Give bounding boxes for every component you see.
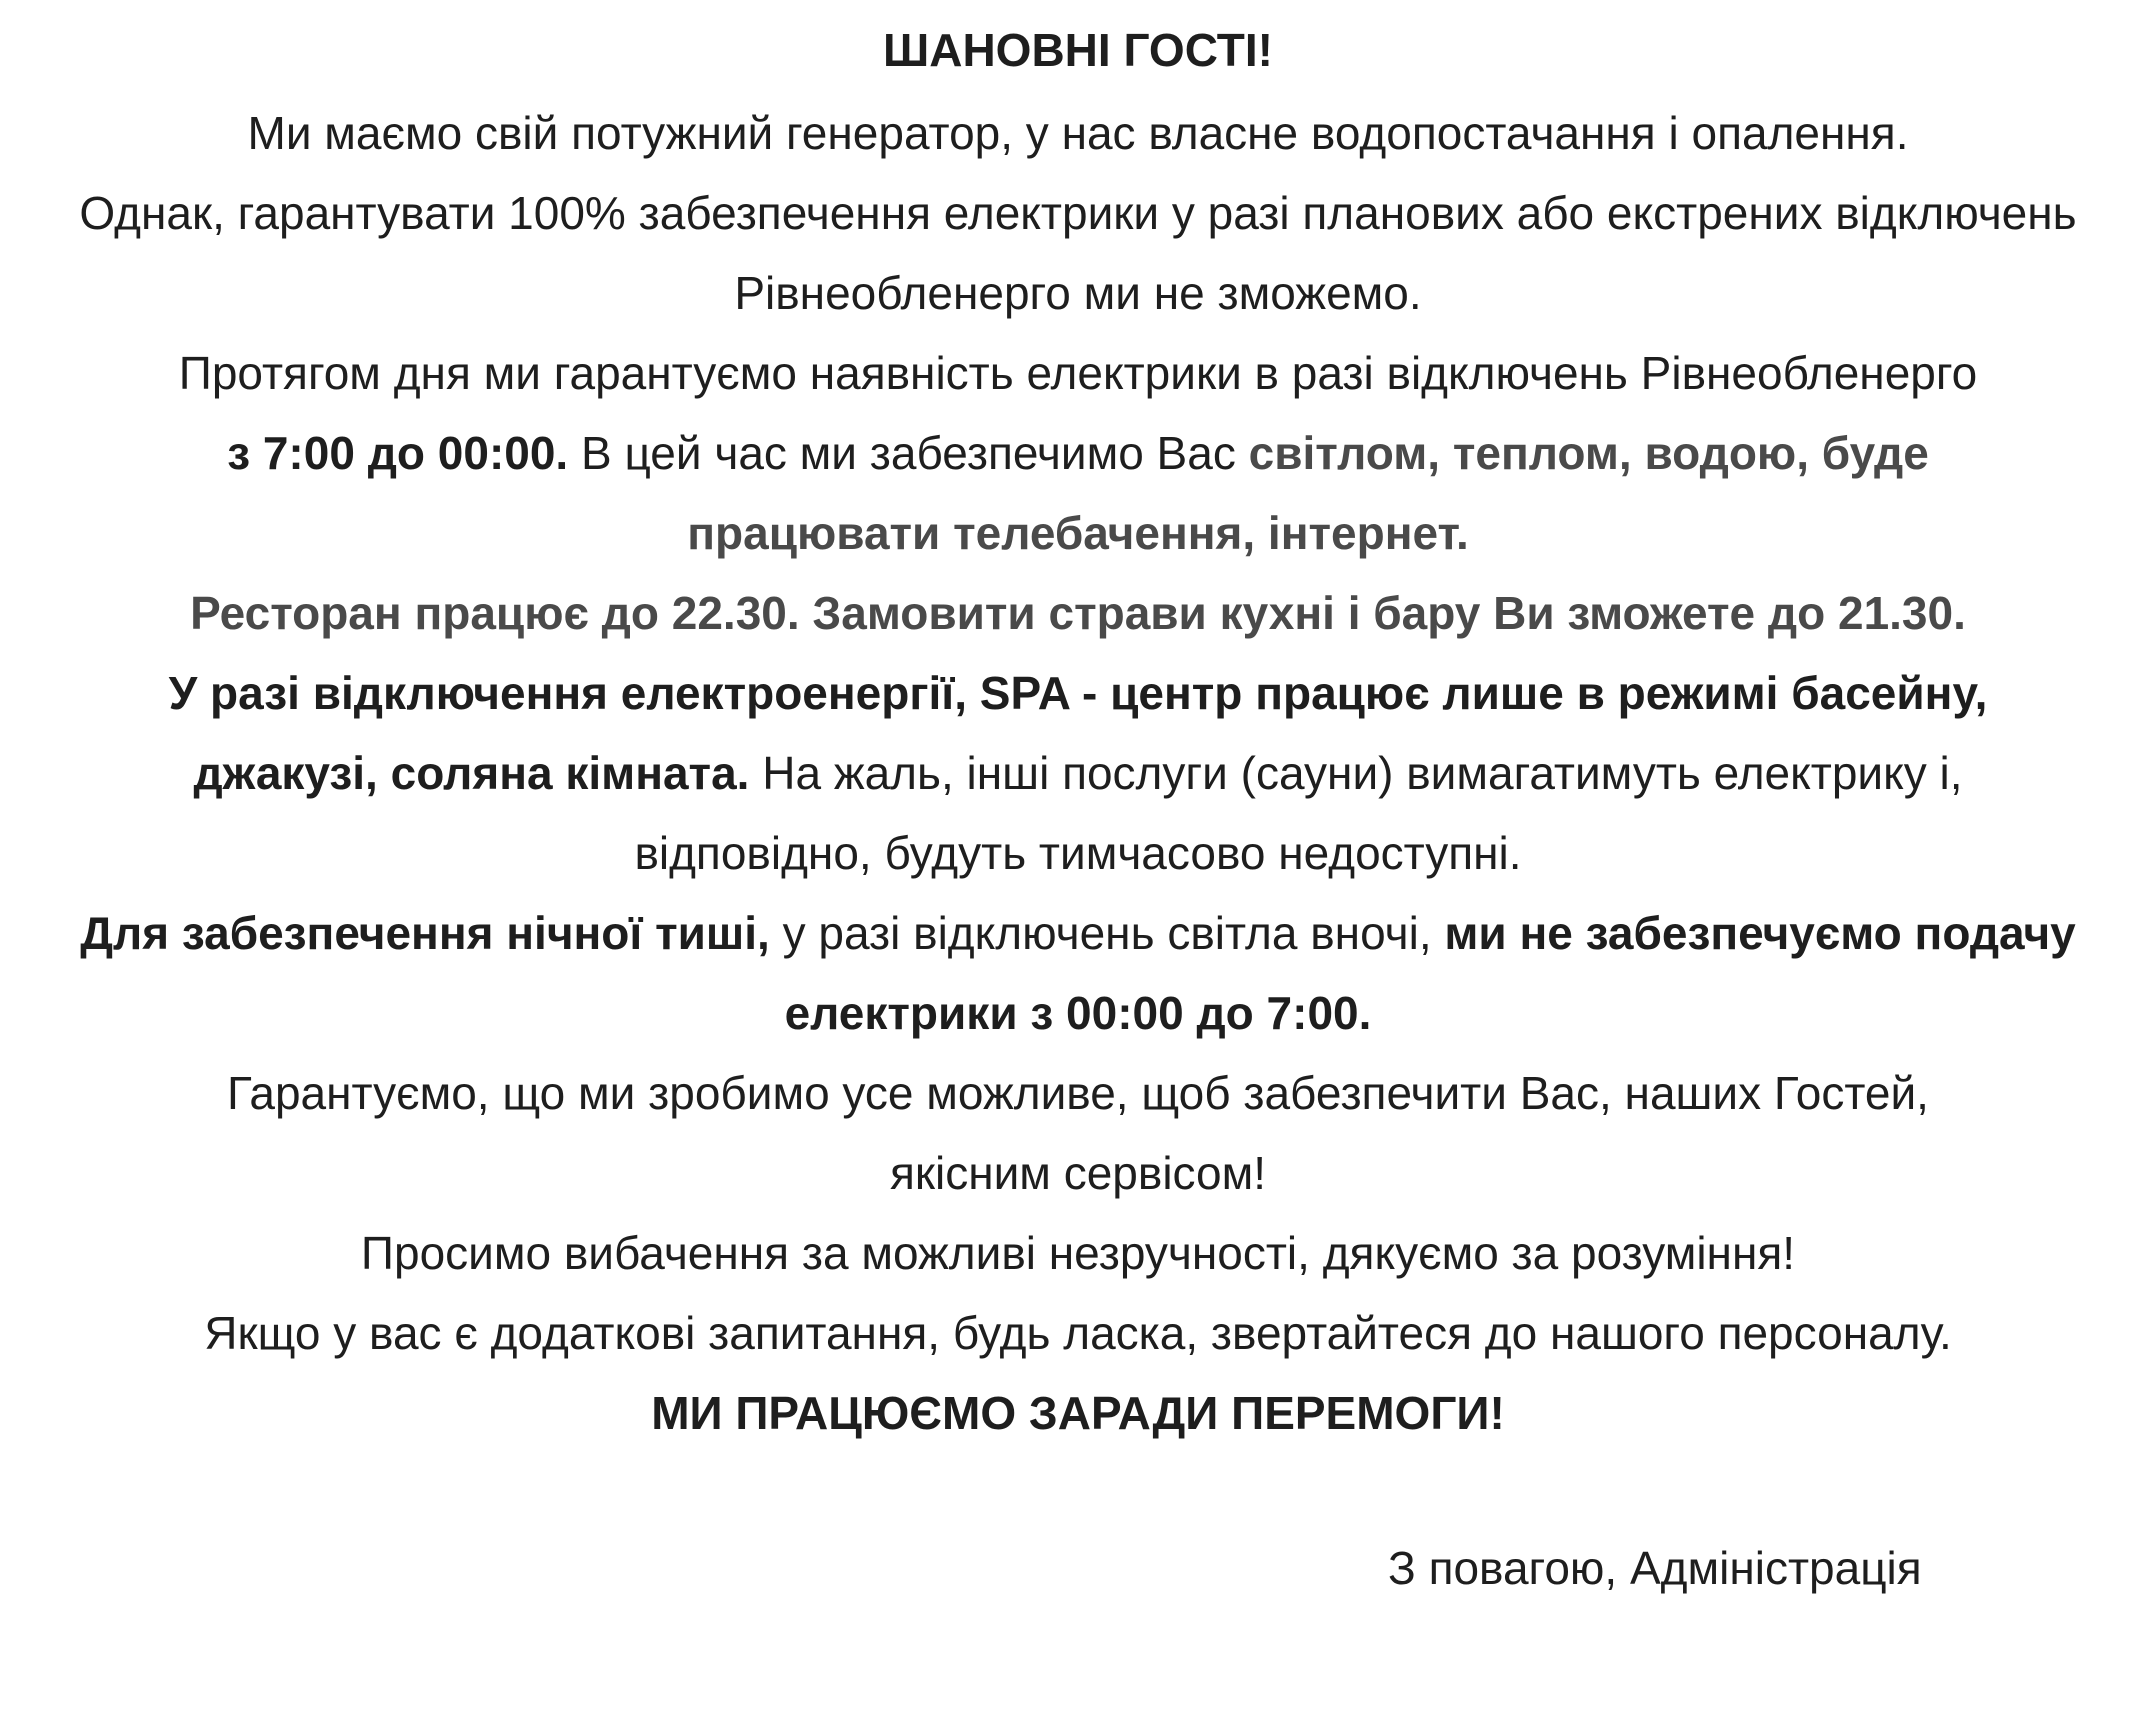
daytime-power-line-2 xyxy=(0,423,2156,483)
restaurant-hours: Ресторан працює до 22.30. Замовити страви кухні і бару Ви зможете до 21.30. xyxy=(190,587,1966,639)
apology-line: Просимо вибачення за можливі незручності, дякуємо за розуміння! xyxy=(360,1227,1796,1279)
night-no-power: ми не забезпечуємо подачу xyxy=(1444,907,2076,959)
night-quiet-label: Для забезпечення нічної тиші, xyxy=(80,907,770,959)
daytime-services-1: світлом, теплом, водою, буде xyxy=(1248,427,1929,479)
spa-line-3: відповідно, будуть тимчасово недоступні. xyxy=(634,827,1522,879)
spa-line-1: У разі відключення електроенергії, SPA - центр працює лише в режимі басейну, xyxy=(168,667,1988,719)
daytime-hours: з 7:00 до 00:00. xyxy=(227,427,569,479)
service-guarantee-line-2: якісним сервісом! xyxy=(889,1147,1267,1199)
night-line-2: електрики з 00:00 до 7:00. xyxy=(784,987,1372,1039)
guarantee-disclaimer-line-2: Рівнеобленерго ми не зможемо. xyxy=(734,267,1422,319)
slogan: МИ ПРАЦЮЄМО ЗАРАДИ ПЕРЕМОГИ! xyxy=(651,1387,1505,1439)
daytime-services-2: працювати телебачення, інтернет. xyxy=(687,507,1469,559)
spa-unavailable-services: На жаль, інші послуги (сауни) вимагатимуть електрику і, xyxy=(762,747,1963,799)
night-mid-text: у разі відключень світла вночі, xyxy=(782,907,1432,959)
service-guarantee-line-1: Гарантуємо, що ми зробимо усе можливе, щоб забезпечити Вас, наших Гостей, xyxy=(227,1067,1929,1119)
generator-paragraph: Ми маємо свій потужний генератор, у нас власне водопостачання і опалення. xyxy=(247,107,1909,159)
questions-line: Якщо у вас є додаткові запитання, будь ласка, звертайтеся до нашого персоналу. xyxy=(204,1307,1952,1359)
daytime-power-line-1: Протягом дня ми гарантуємо наявність електрики в разі відключень Рівнеобленерго xyxy=(178,347,1978,399)
notice-title: ШАНОВНІ ГОСТІ! xyxy=(883,24,1273,76)
night-line-1 xyxy=(0,903,2156,963)
signature: З повагою, Адміністрація xyxy=(1388,1542,1922,1594)
spa-available-services: джакузі, соляна кімната. xyxy=(193,747,750,799)
daytime-mid-text: В цей час ми забезпечимо Вас xyxy=(581,427,1236,479)
spa-line-2 xyxy=(0,743,2156,803)
guarantee-disclaimer-line-1: Однак, гарантувати 100% забезпечення електрики у разі планових або екстрених відключень xyxy=(79,187,2077,239)
